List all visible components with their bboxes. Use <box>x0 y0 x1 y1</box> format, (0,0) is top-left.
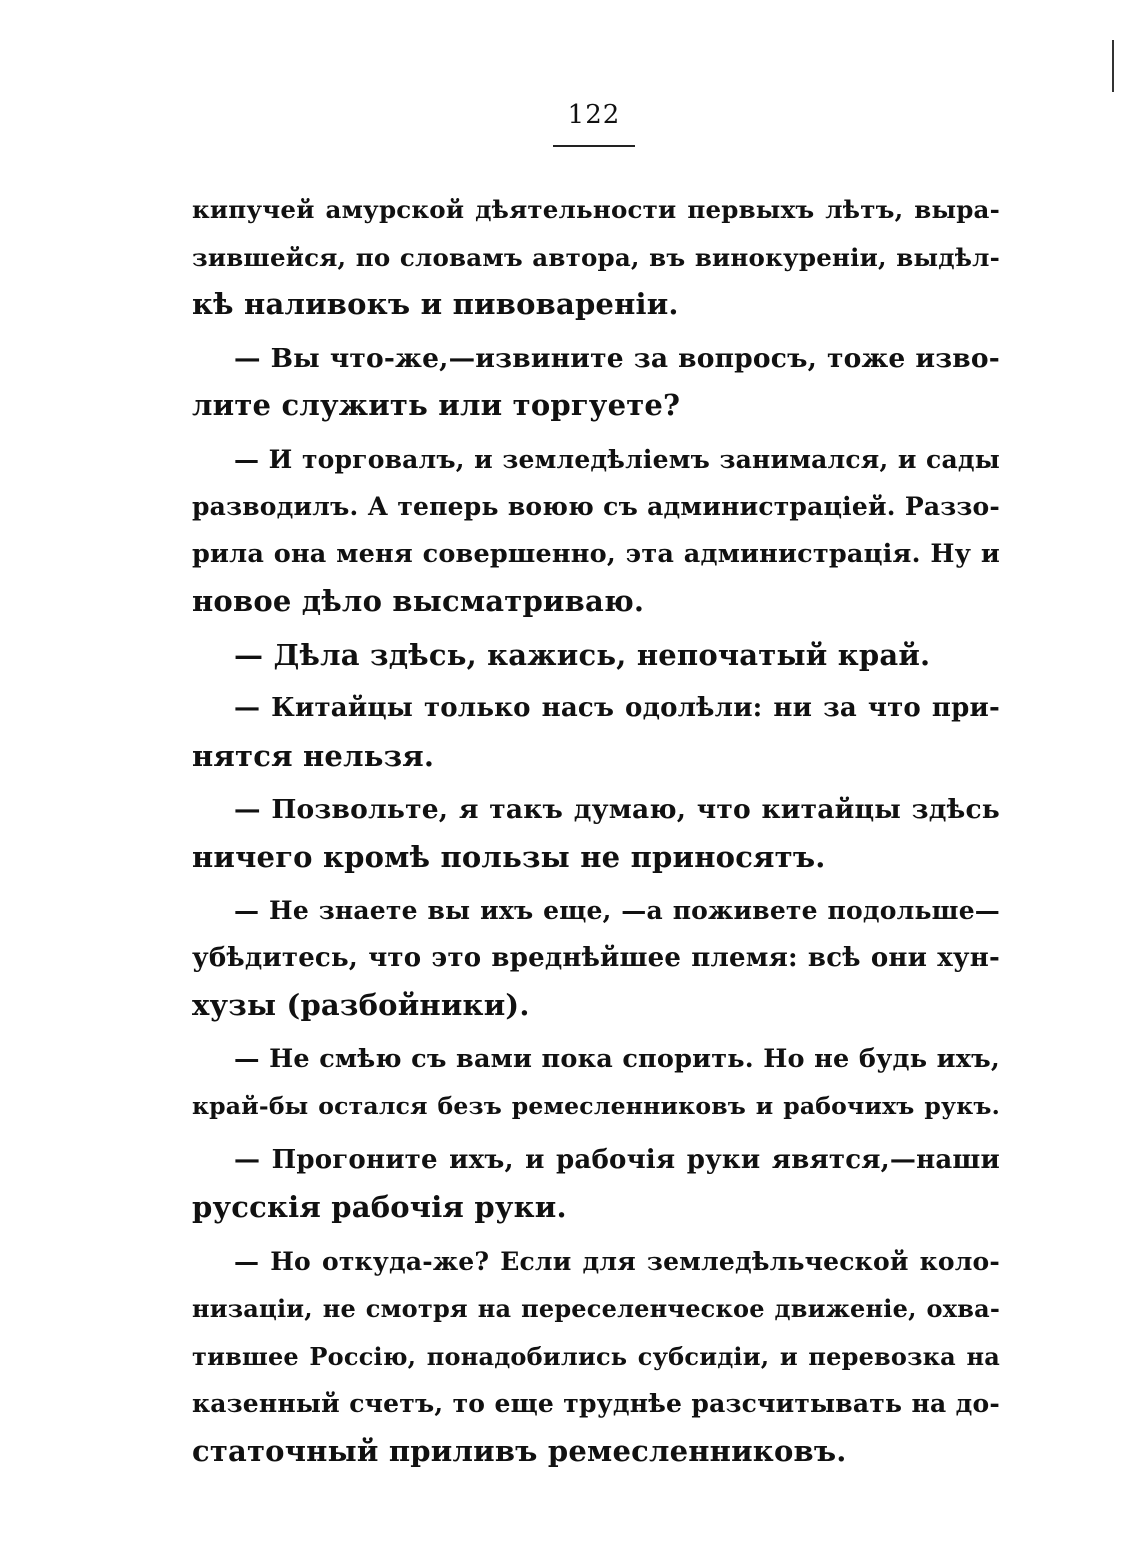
text-line: разводилъ. А теперь воюю съ администраціей. Раззо- <box>192 492 1000 521</box>
text-line: хузы (разбойники). <box>192 988 530 1022</box>
paragraph <box>192 335 1000 430</box>
text-line: зившейся, по словамъ автора, въ винокуреніи, выдѣл- <box>192 242 1000 272</box>
text-line: — Дѣла здѣсь, кажись, непочатый край. <box>234 637 931 672</box>
text-line: кѣ наливокъ и пивовареніи. <box>192 287 679 321</box>
text-line: тившее Россію, понадобились субсидіи, и перевозка на <box>192 1341 1000 1371</box>
text-line: рила она меня совершенно, эта администрація. Ну и <box>192 538 1000 569</box>
paragraph <box>192 685 1000 780</box>
text-line: — Но откуда-же? Если для земледѣльческой коло- <box>234 1246 1000 1276</box>
page-number-rule <box>553 145 635 147</box>
text-line: нятся нельзя. <box>192 738 435 773</box>
text-line: — Китайцы только насъ одолѣли: ни за что при- <box>234 693 1000 723</box>
paragraph <box>192 436 1000 626</box>
text-line: новое дѣло высматриваю. <box>192 584 645 618</box>
page-number: 122 <box>567 100 621 130</box>
text-line: лите служить или торгуете? <box>192 388 681 422</box>
paragraph <box>192 1238 1000 1476</box>
text-line: — Вы что-же,—извините за вопросъ, тоже изво- <box>234 342 1000 374</box>
text-line: убѣдитесь, что это вреднѣйшее племя: всѣ они хун- <box>192 942 1000 973</box>
text-line: — Позвольте, я такъ думаю, что китайцы здѣсь <box>234 794 1000 825</box>
text-line: край-бы остался безъ ремесленниковъ и рабочихъ рукъ. <box>192 1092 1000 1120</box>
paragraph <box>192 632 1000 680</box>
text-line: — И торговалъ, и земледѣліемъ занимался, и сады <box>234 444 1000 474</box>
text-line: — Не знаете вы ихъ еще, —а поживете подольше— <box>234 896 1000 925</box>
scan-edge-mark <box>1112 40 1114 92</box>
text-line: ничего кромѣ пользы не приносятъ. <box>192 839 826 874</box>
text-line: низаціи, не смотря на переселенческое движеніе, охва- <box>192 1294 1000 1323</box>
paragraph <box>192 887 1000 1030</box>
paragraph <box>192 186 1000 329</box>
text-line: статочный приливъ ремесленниковъ. <box>192 1433 847 1468</box>
text-line: — Не смѣю съ вами пока спорить. Но не будь ихъ, <box>234 1043 1000 1074</box>
body-text <box>192 186 1000 1481</box>
text-line: казенный счетъ, то еще труднѣе разсчитывать на до- <box>192 1389 1000 1418</box>
paragraph <box>192 1036 1000 1131</box>
paragraph <box>192 786 1000 881</box>
text-line: — Прогоните ихъ, и рабочія руки явятся,—наши <box>234 1144 1000 1175</box>
paragraph <box>192 1137 1000 1232</box>
text-line: кипучей амурской дѣятельности первыхъ лѣтъ, выра- <box>192 195 1000 224</box>
text-line: русскія рабочія руки. <box>192 1190 567 1224</box>
